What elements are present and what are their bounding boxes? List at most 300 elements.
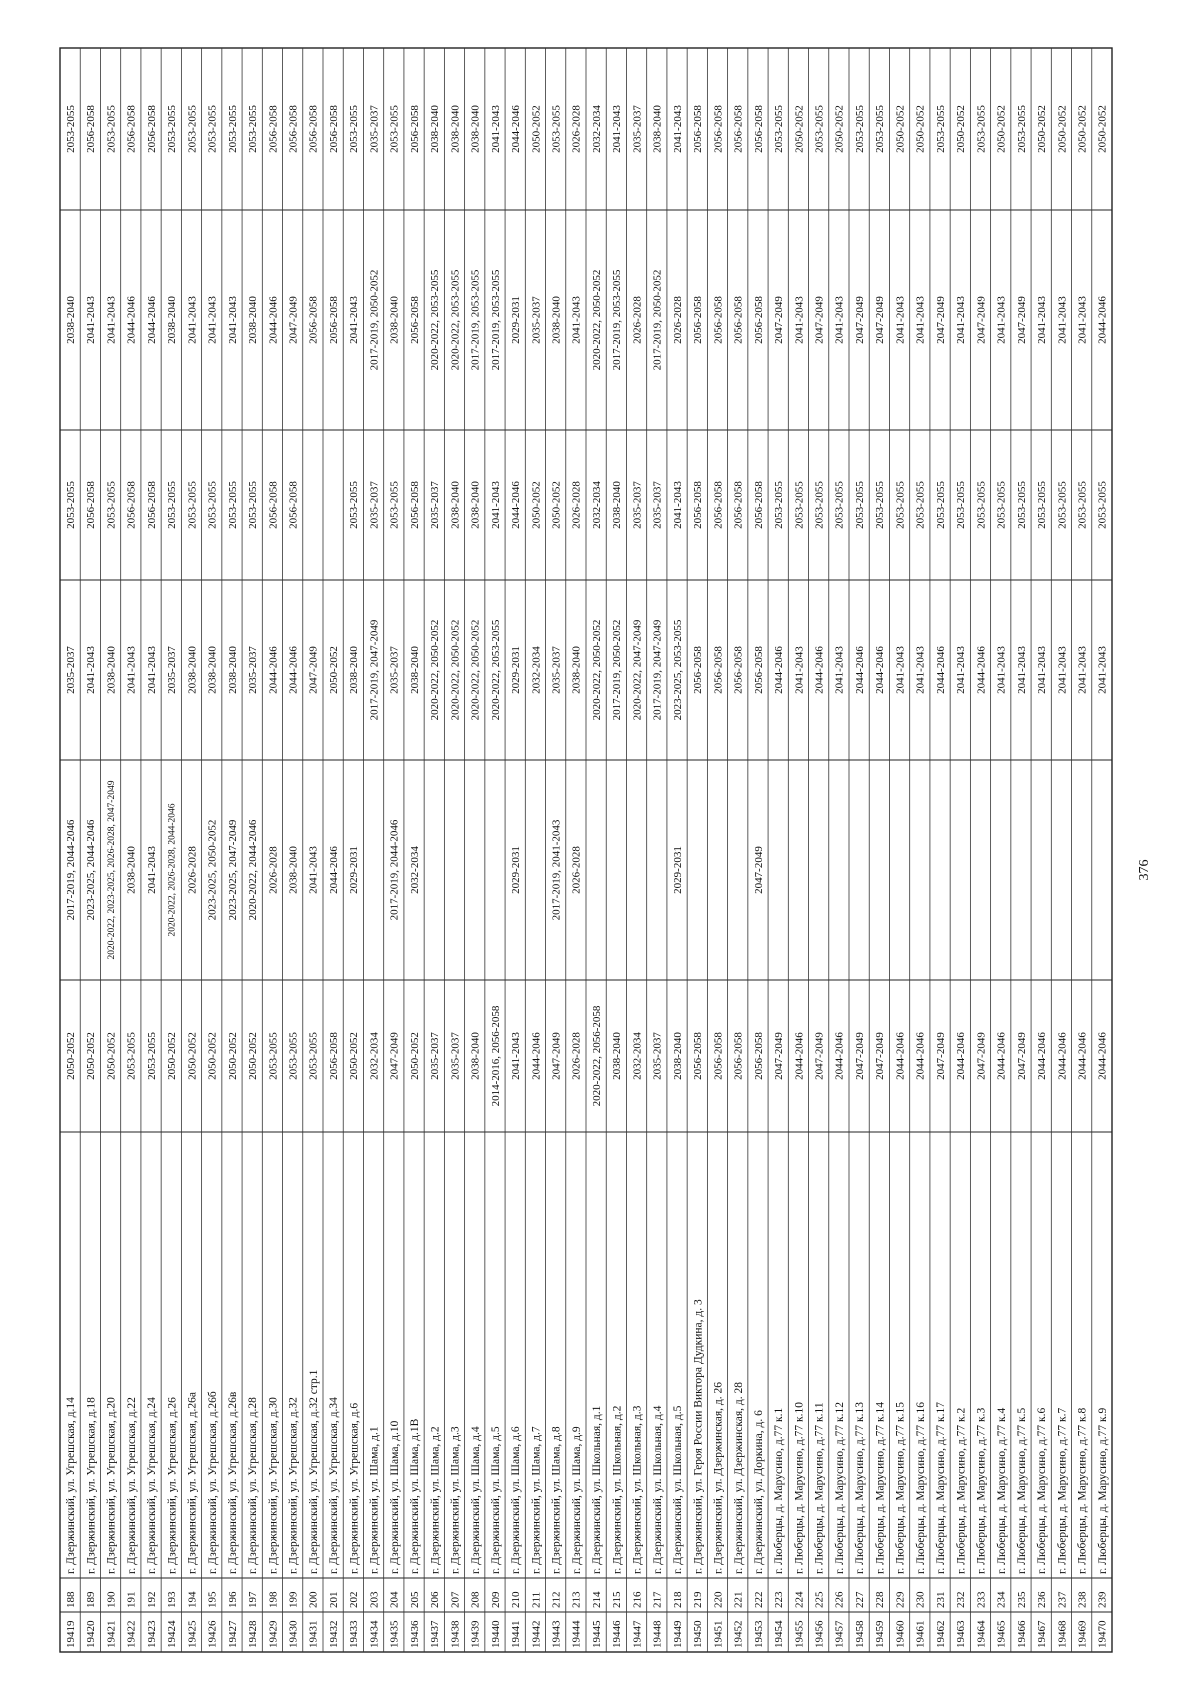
table-cell-c1: 2047-2049 xyxy=(773,1032,786,1080)
table-cell-c5: 2041-2043 xyxy=(186,296,199,344)
table-cell-c4: 2026-2028 xyxy=(570,481,583,529)
table-cell-c2: 2026-2028 xyxy=(186,846,199,894)
table-cell-n: 213 xyxy=(570,1591,583,1608)
table-cell-c6: 2053-2055 xyxy=(773,105,786,153)
table-cell-n: 197 xyxy=(247,1591,260,1608)
table-cell-c5: 2047-2049 xyxy=(975,296,988,344)
table-cell-c2: 2017-2019, 2041-2043 xyxy=(550,819,563,921)
table-cell-c4: 2053-2055 xyxy=(247,481,260,529)
table-cell-c5: 2047-2049 xyxy=(874,296,887,344)
table-cell-c1: 2044-2046 xyxy=(530,1032,543,1080)
table-cell-c1: 2038-2040 xyxy=(611,1032,624,1080)
table-cell-id: 19444 xyxy=(570,1620,583,1648)
table-cell-c6: 2050-2052 xyxy=(914,105,927,153)
table-cell-c1: 2041-2043 xyxy=(510,1032,523,1080)
table-cell-c1: 2044-2046 xyxy=(914,1032,927,1080)
table-cell-c4: 2041-2043 xyxy=(489,481,502,529)
table-cell-addr: г. Дзержинский, ул. Угрешская, д.26а xyxy=(186,1392,199,1574)
table-cell-c1: 2044-2046 xyxy=(1076,1032,1089,1080)
table-cell-c1: 2053-2055 xyxy=(125,1032,138,1080)
table-cell-id: 19419 xyxy=(64,1620,77,1648)
table-cell-id: 19455 xyxy=(793,1620,806,1648)
table-cell-id: 19429 xyxy=(267,1620,280,1648)
table-cell-c6: 2053-2055 xyxy=(186,105,199,153)
table-cell-c4: 2053-2055 xyxy=(894,481,907,529)
table-cell-n: 236 xyxy=(1036,1591,1049,1608)
table-cell-addr: г. Дзержинский, ул. Угрешская, д.6 xyxy=(348,1402,361,1574)
table-cell-c6: 2056-2058 xyxy=(145,105,158,153)
table-cell-c3: 2041-2043 xyxy=(894,646,907,694)
table-cell-c1: 2035-2037 xyxy=(651,1032,664,1080)
table-cell-c1: 2032-2034 xyxy=(631,1032,644,1080)
table-cell-c6: 2056-2058 xyxy=(732,105,745,153)
table-cell-c5: 2056-2058 xyxy=(692,296,705,344)
table-cell-addr: г. Дзержинский, ул. Угрешская, д.34 xyxy=(328,1397,341,1574)
table-cell-c4: 2053-2055 xyxy=(975,481,988,529)
table-cell-id: 19469 xyxy=(1076,1620,1089,1648)
table-cell-id: 19432 xyxy=(327,1620,340,1648)
table-cell-id: 19434 xyxy=(368,1620,381,1648)
table-cell-c2: 2041-2043 xyxy=(307,846,320,894)
table-cell-addr: г. Люберцы, д. Марусино, д.77 к.1 xyxy=(773,1407,786,1574)
table-cell-id: 19446 xyxy=(611,1620,624,1648)
table-cell-c6: 2050-2052 xyxy=(894,105,907,153)
table-cell-c3: 2038-2040 xyxy=(348,646,361,694)
table-cell-id: 19458 xyxy=(853,1620,866,1648)
table-cell-addr: г. Дзержинский, ул. Угрешская, д.26в xyxy=(226,1391,239,1574)
table-cell-n: 201 xyxy=(327,1591,340,1608)
table-cell-n: 239 xyxy=(1096,1591,1109,1608)
table-cell-c4: 2053-2055 xyxy=(773,481,786,529)
table-cell-n: 217 xyxy=(651,1591,664,1608)
table-cell-n: 198 xyxy=(267,1591,280,1608)
table-cell-c5: 2041-2043 xyxy=(1036,296,1049,344)
table-cell-c3: 2038-2040 xyxy=(186,646,199,694)
table-cell-c3: 2038-2040 xyxy=(206,646,219,694)
table-cell-c1: 2047-2049 xyxy=(550,1032,563,1080)
table-cell-c4: 2053-2055 xyxy=(1036,481,1049,529)
table-cell-c6: 2035-2037 xyxy=(368,105,381,153)
table-cell-n: 218 xyxy=(671,1591,684,1608)
table-cell-c5: 2020-2022, 2053-2055 xyxy=(429,269,442,371)
table-cell-c5: 2044-2046 xyxy=(267,296,280,344)
table-cell-n: 216 xyxy=(631,1591,644,1608)
table-cell-addr: г. Дзержинский, ул. Дзержинская, д. 28 xyxy=(732,1382,745,1574)
table-cell-c3: 2020-2022, 2050-2052 xyxy=(429,619,442,721)
table-cell-addr: г. Люберцы, д. Марусино, д.77 к.5 xyxy=(1015,1407,1028,1574)
table-cell-c3: 2056-2058 xyxy=(712,646,725,694)
table-cell-addr: г. Дзержинский, ул. Доркина, д. 6 xyxy=(752,1410,765,1574)
table-cell-c6: 2053-2055 xyxy=(934,105,947,153)
table-cell-n: 230 xyxy=(914,1591,927,1608)
table-cell-c3: 2056-2058 xyxy=(692,646,705,694)
table-cell-c4: 2053-2055 xyxy=(206,481,219,529)
table-cell-id: 19457 xyxy=(833,1620,846,1648)
table-cell-addr: г. Люберцы, д. Марусино, д.77 к.15 xyxy=(894,1401,907,1574)
table-cell-c5: 2047-2049 xyxy=(813,296,826,344)
table-cell-c3: 2038-2040 xyxy=(226,646,239,694)
table-cell-c1: 2047-2049 xyxy=(934,1032,947,1080)
table-cell-addr: г. Дзержинский, ул. Шама, д.2 xyxy=(429,1426,442,1574)
table-cell-c1: 2044-2046 xyxy=(1036,1032,1049,1080)
table-cell-addr: г. Люберцы, д. Марусино, д.77 к.2 xyxy=(955,1407,968,1574)
table-cell-c3: 2047-2049 xyxy=(307,646,320,694)
table-cell-c6: 2050-2052 xyxy=(995,105,1008,153)
table-cell-addr: г. Дзержинский, ул. Героя России Виктора Дудкина, д. 3 xyxy=(692,1299,705,1574)
table-cell-c6: 2056-2058 xyxy=(327,105,340,153)
table-cell-c1: 2050-2052 xyxy=(186,1032,199,1080)
table-cell-c4: 2056-2058 xyxy=(712,481,725,529)
table-cell-addr: г. Дзержинский, ул. Школьная, д.3 xyxy=(631,1405,644,1574)
table-cell-c6: 2053-2055 xyxy=(166,105,179,153)
table-cell-c6: 2041-2043 xyxy=(611,105,624,153)
table-cell-c3: 2017-2019, 2047-2049 xyxy=(651,619,664,721)
table-cell-c2: 2023-2025, 2044-2046 xyxy=(85,819,98,921)
table-cell-n: 215 xyxy=(611,1591,624,1608)
table-cell-c6: 2053-2055 xyxy=(64,105,77,153)
table-cell-c5: 2047-2049 xyxy=(853,296,866,344)
table-cell-c5: 2041-2043 xyxy=(894,296,907,344)
table-cell-c1: 2044-2046 xyxy=(833,1032,846,1080)
table-cell-c6: 2050-2052 xyxy=(1076,105,1089,153)
table-cell-c6: 2056-2058 xyxy=(408,105,421,153)
table-cell-c3: 2041-2043 xyxy=(1056,646,1069,694)
table-cell-c4: 2056-2058 xyxy=(145,481,158,529)
table-cell-c4: 2053-2055 xyxy=(1056,481,1069,529)
table-cell-n: 231 xyxy=(934,1591,947,1608)
table-cell-c6: 2050-2052 xyxy=(1096,105,1109,153)
table-cell-n: 199 xyxy=(287,1591,300,1608)
table-cell-n: 223 xyxy=(773,1591,786,1608)
table-cell-c1: 2056-2058 xyxy=(712,1032,725,1080)
table-cell-c1: 2050-2052 xyxy=(206,1032,219,1080)
table-cell-c5: 2038-2040 xyxy=(550,296,563,344)
table-cell-id: 19423 xyxy=(145,1620,158,1648)
table-cell-c6: 2053-2055 xyxy=(388,105,401,153)
table-cell-c4: 2053-2055 xyxy=(186,481,199,529)
table-cell-c5: 2047-2049 xyxy=(287,296,300,344)
table-cell-id: 19420 xyxy=(85,1620,98,1648)
table-cell-addr: г. Дзержинский, ул. Школьная, д.5 xyxy=(672,1405,685,1574)
table-cell-c4: 2053-2055 xyxy=(813,481,826,529)
table-cell-c4: 2056-2058 xyxy=(752,481,765,529)
table-cell-id: 19443 xyxy=(550,1620,563,1648)
table-cell-c5: 2044-2046 xyxy=(1096,296,1109,344)
table-cell-n: 233 xyxy=(975,1591,988,1608)
table-cell-c5: 2044-2046 xyxy=(125,296,138,344)
table-cell-c3: 2020-2022, 2053-2055 xyxy=(489,619,502,721)
table-cell-c3: 2020-2022, 2047-2049 xyxy=(631,619,644,721)
table-cell-addr: г. Люберцы, д. Марусино, д.77 к.9 xyxy=(1096,1407,1109,1574)
table-cell-id: 19430 xyxy=(287,1620,300,1648)
table-cell-c2: 2029-2031 xyxy=(348,846,361,894)
table-cell-c1: 2056-2058 xyxy=(692,1032,705,1080)
table-cell-c3: 2023-2025, 2053-2055 xyxy=(671,619,684,721)
table-cell-c3: 2020-2022, 2050-2052 xyxy=(590,619,603,721)
table-cell-c1: 2020-2022, 2056-2058 xyxy=(590,1005,603,1107)
table-cell-c6: 2056-2058 xyxy=(752,105,765,153)
table-cell-c5: 2041-2043 xyxy=(206,296,219,344)
table-cell-c3: 2035-2037 xyxy=(388,646,401,694)
table-cell-n: 211 xyxy=(530,1591,543,1608)
table-cell-n: 221 xyxy=(732,1591,745,1608)
table-cell-id: 19465 xyxy=(995,1620,1008,1648)
table-cell-c1: 2053-2055 xyxy=(145,1032,158,1080)
table-cell-n: 229 xyxy=(894,1591,907,1608)
table-cell-c5: 2041-2043 xyxy=(793,296,806,344)
table-cell-addr: г. Люберцы, д. Марусино, д.77 к.6 xyxy=(1036,1407,1049,1574)
table-cell-c5: 2026-2028 xyxy=(631,296,644,344)
table-cell-c5: 2026-2028 xyxy=(671,296,684,344)
table-cell-c5: 2017-2019, 2050-2052 xyxy=(368,269,381,371)
table-cell-c2: 2029-2031 xyxy=(671,846,684,894)
table-cell-c4: 2053-2055 xyxy=(914,481,927,529)
table-cell-addr: г. Дзержинский, ул. Угрешская, д.20 xyxy=(105,1397,118,1574)
table-cell-addr: г. Дзержинский, ул. Шама, д.7 xyxy=(530,1426,543,1574)
table-cell-id: 19463 xyxy=(955,1620,968,1648)
table-cell-n: 203 xyxy=(368,1591,381,1608)
table-cell-addr: г. Дзержинский, ул. Шама, д.8 xyxy=(550,1426,563,1574)
table-cell-n: 194 xyxy=(186,1591,199,1608)
table-cell-c1: 2044-2046 xyxy=(1056,1032,1069,1080)
table-cell-c2: 2047-2049 xyxy=(752,846,765,894)
table-cell-c3: 2038-2040 xyxy=(408,646,421,694)
table-cell-c4: 2053-2055 xyxy=(934,481,947,529)
table-cell-c1: 2032-2034 xyxy=(368,1032,381,1080)
table-cell-c3: 2041-2043 xyxy=(995,646,1008,694)
table-cell-c3: 2029-2031 xyxy=(510,646,523,694)
table-cell-id: 19441 xyxy=(510,1620,523,1648)
table-cell-addr: г. Дзержинский, ул. Угрешская, д.26 xyxy=(166,1397,179,1574)
table-cell-c3: 2035-2037 xyxy=(64,646,77,694)
table-cell-c1: 2038-2040 xyxy=(671,1032,684,1080)
table-cell-id: 19456 xyxy=(813,1620,826,1648)
table-cell-id: 19437 xyxy=(429,1620,442,1648)
table-cell-c3: 2044-2046 xyxy=(813,646,826,694)
table-cell-id: 19439 xyxy=(469,1620,482,1648)
table-cell-n: 206 xyxy=(429,1591,442,1608)
table-cell-c1: 2044-2046 xyxy=(894,1032,907,1080)
table-cell-n: 190 xyxy=(105,1591,118,1608)
table-cell-c1: 2044-2046 xyxy=(793,1032,806,1080)
table-cell-id: 19427 xyxy=(226,1620,239,1648)
table-cell-c6: 2056-2058 xyxy=(267,105,280,153)
table-cell-c1: 2056-2058 xyxy=(327,1032,340,1080)
table-cell-c6: 2038-2040 xyxy=(429,105,442,153)
table-cell-c4: 2053-2055 xyxy=(793,481,806,529)
table-cell-c1: 2056-2058 xyxy=(732,1032,745,1080)
table-cell-c5: 2041-2043 xyxy=(226,296,239,344)
table-cell-id: 19431 xyxy=(307,1620,320,1648)
table-cell-c3: 2056-2058 xyxy=(752,646,765,694)
table-cell-c6: 2050-2052 xyxy=(1036,105,1049,153)
table-cell-n: 205 xyxy=(408,1591,421,1608)
table-cell-c5: 2047-2049 xyxy=(934,296,947,344)
table-cell-c5: 2056-2058 xyxy=(712,296,725,344)
table-cell-addr: г. Дзержинский, ул. Шама, д.1В xyxy=(409,1418,422,1574)
table-cell-c2: 2044-2046 xyxy=(327,846,340,894)
table-cell-c3: 2035-2037 xyxy=(166,646,179,694)
table-cell-c4: 2056-2058 xyxy=(267,481,280,529)
table-cell-c3: 2041-2043 xyxy=(955,646,968,694)
table-cell-addr: г. Люберцы, д. Марусино, д.77 к.7 xyxy=(1056,1407,1069,1574)
table-cell-c5: 2020-2022, 2053-2055 xyxy=(449,269,462,371)
table-cell-c3: 2041-2043 xyxy=(1076,646,1089,694)
table-cell-id: 19466 xyxy=(1015,1620,1028,1648)
table-cell-c4: 2044-2046 xyxy=(510,481,523,529)
table-cell-c4: 2053-2055 xyxy=(105,481,118,529)
table-cell-n: 228 xyxy=(874,1591,887,1608)
table-cell-c3: 2044-2046 xyxy=(287,646,300,694)
table-cell-c1: 2047-2049 xyxy=(853,1032,866,1080)
table-cell-addr: г. Дзержинский, ул. Шама, д.3 xyxy=(449,1426,462,1574)
table-cell-c4: 2056-2058 xyxy=(692,481,705,529)
table-cell-c1: 2047-2049 xyxy=(813,1032,826,1080)
table-cell-c2: 2020-2022, 2023-2025, 2026-2028, 2047-2049 xyxy=(106,780,117,960)
table-cell-addr: г. Дзержинский, ул. Угрешская, д.30 xyxy=(267,1397,280,1574)
table-cell-n: 219 xyxy=(692,1591,705,1608)
table-cell-c4: 2053-2055 xyxy=(833,481,846,529)
table-cell-n: 189 xyxy=(85,1591,98,1608)
table-cell-c5: 2047-2049 xyxy=(773,296,786,344)
table-cell-addr: г. Люберцы, д. Марусино, д.77 к.3 xyxy=(975,1407,988,1574)
table-cell-c2: 2023-2025, 2050-2052 xyxy=(206,819,219,921)
table-cell-c6: 2053-2055 xyxy=(1015,105,1028,153)
table-cell-c5: 2056-2058 xyxy=(307,296,320,344)
table-cell-c3: 2041-2043 xyxy=(1036,646,1049,694)
table-cell-c2: 2020-2022, 2044-2046 xyxy=(247,819,260,921)
table-cell-c5: 2017-2019, 2053-2055 xyxy=(489,269,502,371)
table-cell-n: 193 xyxy=(166,1591,179,1608)
table-cell-c4: 2050-2052 xyxy=(530,481,543,529)
table-cell-addr: г. Дзержинский, ул. Школьная, д.2 xyxy=(611,1405,624,1574)
table-cell-c1: 2050-2052 xyxy=(85,1032,98,1080)
table-cell-c4: 2053-2055 xyxy=(874,481,887,529)
table-cell-n: 208 xyxy=(469,1591,482,1608)
table-cell-c4: 2053-2055 xyxy=(853,481,866,529)
table-cell-c5: 2017-2019, 2050-2052 xyxy=(651,269,664,371)
table-cell-c2: 2041-2043 xyxy=(145,846,158,894)
table-cell-c3: 2041-2043 xyxy=(1096,646,1109,694)
table-cell-c6: 2050-2052 xyxy=(1056,105,1069,153)
table-cell-c3: 2044-2046 xyxy=(975,646,988,694)
table-cell-c4: 2056-2058 xyxy=(125,481,138,529)
table-cell-c2: 2023-2025, 2047-2049 xyxy=(226,819,239,921)
table-cell-c2: 2032-2034 xyxy=(408,846,421,894)
table-cell-id: 19461 xyxy=(914,1620,927,1648)
table-cell-c3: 2056-2058 xyxy=(732,646,745,694)
table-cell-c5: 2041-2043 xyxy=(833,296,846,344)
table-cell-addr: г. Дзержинский, ул. Угрешская, д.22 xyxy=(125,1397,138,1574)
table-cell-id: 19438 xyxy=(449,1620,462,1648)
table-cell-c6: 2026-2028 xyxy=(570,105,583,153)
table-cell-addr: г. Дзержинский, ул. Школьная, д.4 xyxy=(651,1405,664,1574)
table-cell-c3: 2044-2046 xyxy=(874,646,887,694)
table-cell-addr: г. Люберцы, д. Марусино, д.77 к.16 xyxy=(914,1401,927,1574)
table-cell-c1: 2035-2037 xyxy=(449,1032,462,1080)
table-cell-c2: 2026-2028 xyxy=(267,846,280,894)
table-cell-c6: 2056-2058 xyxy=(692,105,705,153)
table-cell-addr: г. Дзержинский, ул. Шама, д.4 xyxy=(469,1426,482,1574)
table-cell-c4: 2038-2040 xyxy=(469,481,482,529)
table-cell-c5: 2041-2043 xyxy=(85,296,98,344)
table-cell-c3: 2041-2043 xyxy=(1015,646,1028,694)
table-cell-c6: 2056-2058 xyxy=(307,105,320,153)
table-cell-c1: 2047-2049 xyxy=(874,1032,887,1080)
table-cell-c1: 2035-2037 xyxy=(429,1032,442,1080)
table-cell-c6: 2053-2055 xyxy=(813,105,826,153)
table-cell-c1: 2056-2058 xyxy=(752,1032,765,1080)
table-cell-c4: 2053-2055 xyxy=(64,481,77,529)
table-cell-c5: 2038-2040 xyxy=(166,296,179,344)
table-cell-c1: 2053-2055 xyxy=(307,1032,320,1080)
table-cell-c5: 2020-2022, 2050-2052 xyxy=(590,269,603,371)
table-cell-c4: 2050-2052 xyxy=(550,481,563,529)
table-cell-c6: 2050-2052 xyxy=(955,105,968,153)
table-cell-id: 19459 xyxy=(874,1620,887,1648)
table-cell-n: 227 xyxy=(853,1591,866,1608)
table-cell-c4: 2035-2037 xyxy=(631,481,644,529)
table-cell-addr: г. Люберцы, д. Марусино, д.77 к.13 xyxy=(854,1401,867,1574)
table-cell-c6: 2053-2055 xyxy=(975,105,988,153)
table-cell-n: 212 xyxy=(550,1591,563,1608)
table-cell-c4: 2038-2040 xyxy=(611,481,624,529)
table-cell-addr: г. Дзержинский, ул. Шама, д.6 xyxy=(510,1426,523,1574)
table-cell-n: 209 xyxy=(489,1591,502,1608)
table-cell-id: 19433 xyxy=(348,1620,361,1648)
table-cell-c4: 2038-2040 xyxy=(449,481,462,529)
table-cell-c6: 2053-2055 xyxy=(874,105,887,153)
table-cell-c5: 2056-2058 xyxy=(327,296,340,344)
table-cell-c5: 2041-2043 xyxy=(1076,296,1089,344)
table-cell-c3: 2041-2043 xyxy=(145,646,158,694)
table-cell-id: 19468 xyxy=(1056,1620,1069,1648)
table-cell-c5: 2038-2040 xyxy=(388,296,401,344)
table-cell-n: 196 xyxy=(226,1591,239,1608)
table-cell-c6: 2035-2037 xyxy=(631,105,644,153)
table-cell-c1: 2044-2046 xyxy=(995,1032,1008,1080)
table-cell-c4: 2053-2055 xyxy=(388,481,401,529)
table-cell-c5: 2038-2040 xyxy=(64,296,77,344)
table-cell-c3: 2032-2034 xyxy=(530,646,543,694)
table-cell-n: 210 xyxy=(510,1591,523,1608)
table-cell-n: 200 xyxy=(307,1591,320,1608)
table-cell-c3: 2044-2046 xyxy=(267,646,280,694)
table-cell-n: 235 xyxy=(1015,1591,1028,1608)
table-cell-c3: 2020-2022, 2050-2052 xyxy=(449,619,462,721)
table-cell-c5: 2017-2019, 2053-2055 xyxy=(469,269,482,371)
table-cell-c6: 2050-2052 xyxy=(530,105,543,153)
table-cell-addr: г. Дзержинский, ул. Угрешская, д.18 xyxy=(85,1397,98,1574)
table-cell-c5: 2038-2040 xyxy=(247,296,260,344)
table-cell-id: 19447 xyxy=(631,1620,644,1648)
table-cell-c5: 2041-2043 xyxy=(348,296,361,344)
table-cell-c4: 2053-2055 xyxy=(995,481,1008,529)
table-cell-c3: 2041-2043 xyxy=(833,646,846,694)
table-cell-c1: 2050-2052 xyxy=(226,1032,239,1080)
table-cell-addr: г. Люберцы, д. Марусино, д.77 к.11 xyxy=(813,1402,826,1574)
table-cell-n: 192 xyxy=(145,1591,158,1608)
table-cell-c6: 2056-2058 xyxy=(85,105,98,153)
table-cell-c1: 2050-2052 xyxy=(105,1032,118,1080)
table-cell-addr: г. Дзержинский, ул. Угрешская, д.32 xyxy=(287,1397,300,1574)
table-cell-addr: г. Дзержинский, ул. Шама, д.9 xyxy=(570,1426,583,1574)
table-cell-c5: 2041-2043 xyxy=(914,296,927,344)
table-cell-c6: 2038-2040 xyxy=(449,105,462,153)
table-cell-c1: 2047-2049 xyxy=(388,1032,401,1080)
table-cell-id: 19462 xyxy=(934,1620,947,1648)
table-cell-c2: 2020-2022, 2026-2028, 2044-2046 xyxy=(167,803,178,937)
